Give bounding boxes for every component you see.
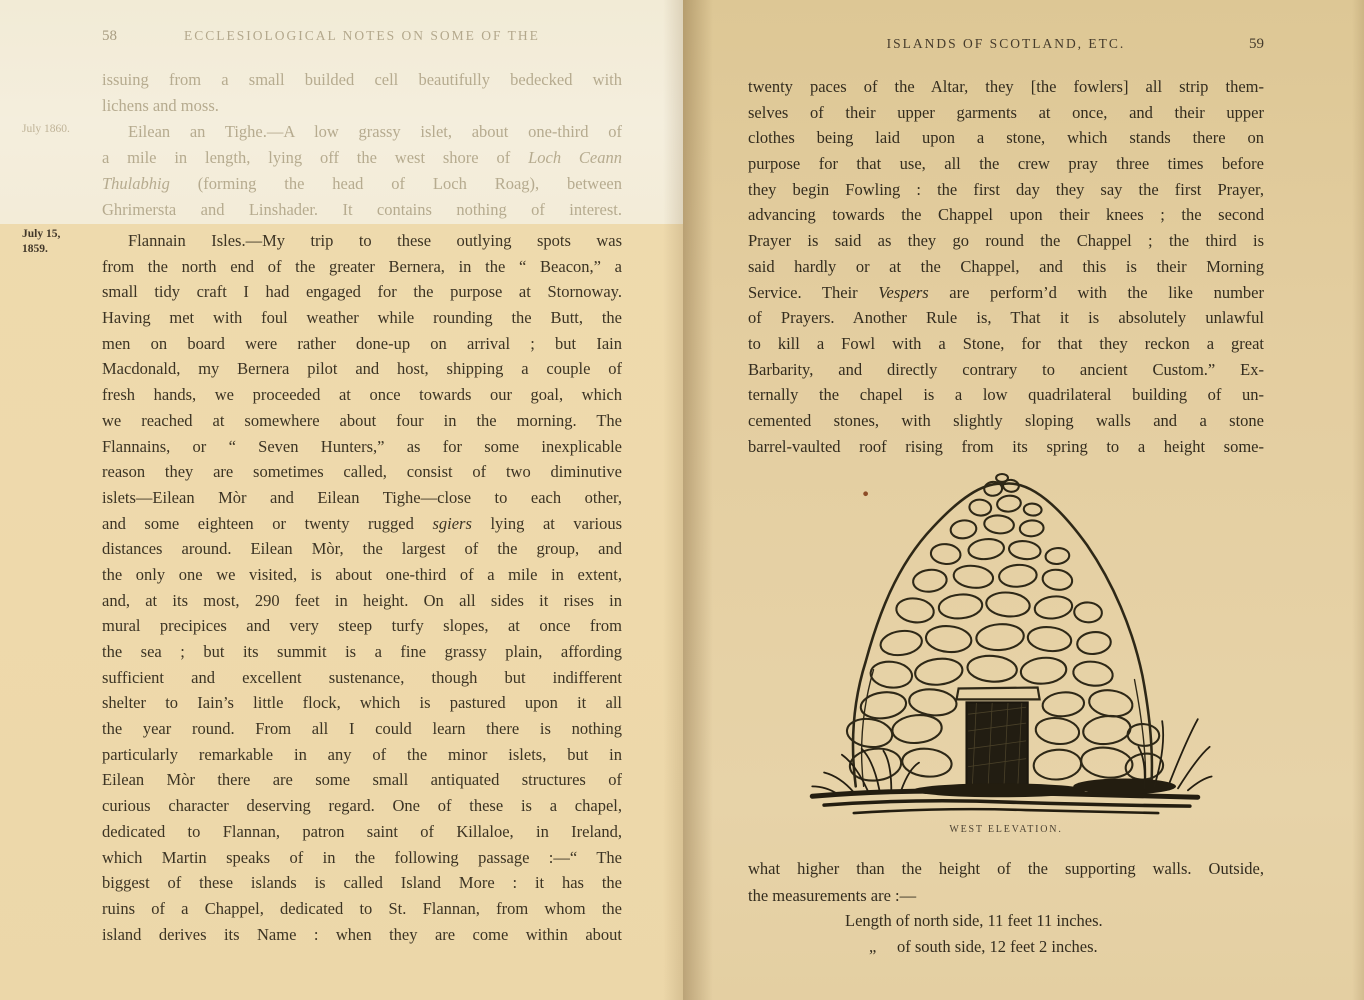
text-line: and, at its most, 290 feet in height. On all sides it rises in [102, 590, 622, 610]
page-right [683, 0, 1364, 1000]
text-line: island derives its Name : when they are come within about [102, 924, 622, 944]
text-line: Eilean Mòr there are some small antiquated structures of [102, 770, 622, 790]
text-line: Flannain Isles.—My trip to these outlying spots was [128, 231, 622, 250]
measurement-north-side: Length of north side, 11 feet 11 inches. [845, 911, 1103, 930]
text-line: barrel-vaulted roof rising from its spring to a height some- [748, 436, 1264, 456]
text-line: small tidy craft I had engaged for the purpose at Stornoway. [102, 282, 622, 302]
text-line: selves of their upper garments at once, and their upper [748, 102, 1264, 122]
figure-caption: WEST ELEVATION. [949, 824, 1063, 835]
text-line: fresh hands, we proceeded at once towards our goal, which [102, 385, 622, 405]
text-line: said hardly or at the Chappel, and this is their Morning [748, 256, 1264, 276]
right-gutter-shadow [683, 0, 713, 1000]
text-line: dedicated to Flannan, patron saint of Killaloe, in Ireland, [102, 821, 622, 841]
left-page-header [102, 28, 622, 44]
text-line: Flannains, or “ Seven Hunters,” as for some inexplicable [102, 436, 622, 456]
text-line: advancing towards the Chappel upon their knees ; the second [748, 205, 1264, 225]
left-gutter-shadow [663, 0, 683, 1000]
margin-note-line: July 15, [22, 228, 61, 240]
text-line: Barbarity, and directly contrary to ancient Custom.” Ex- [748, 359, 1264, 379]
text-line: which Martin speaks of in the following passage :—“ The [102, 847, 622, 867]
text-line: distances around. Eilean Mòr, the largest of the group, and [102, 539, 622, 559]
text-line: Ghrimersta and Linshader. It contains nothing of interest. [102, 200, 622, 219]
right-page-number: 59 [1249, 36, 1264, 52]
text-line: Thulabhig (forming the head of Loch Roag), between [102, 174, 622, 193]
right-edge-shadow [1352, 0, 1364, 1000]
left-page-number: 58 [102, 28, 117, 44]
text-line: from the north end of the greater Bernera, in the “ Beacon,” a [102, 256, 622, 276]
right-page-header [748, 36, 1264, 52]
text-line: clothes being laid upon a stone, which stands there on [748, 128, 1264, 148]
text-line: we reached at somewhere about four in the morning. The [102, 410, 622, 430]
text-line: Eilean an Tighe.—A low grassy islet, about one-third of [128, 122, 622, 141]
text-line: ternally the chapel is a low quadrilateral building of un- [748, 385, 1264, 405]
text-line: twenty paces of the Altar, they [the fowlers] all strip them- [748, 77, 1264, 96]
margin-note-line: 1859. [22, 243, 48, 255]
text-line: biggest of these islands is called Island More : it has the [102, 873, 622, 893]
margin-note-july-15-1859 [22, 227, 60, 257]
text-line: shelter to Iain’s little flock, which is pastured upon it all [102, 693, 622, 713]
left-running-title: ECCLESIOLOGICAL NOTES ON SOME OF THE [184, 28, 540, 43]
left-body-text [102, 228, 622, 947]
text-line: men on board were rather done-up on arrival ; but Iain [102, 333, 622, 353]
beehive-cell-drawing [792, 472, 1220, 818]
text-line: sufficient and excellent sustenance, though but indifferent [102, 667, 622, 687]
right-after-text [748, 856, 1264, 909]
text-line: the only one we visited, is about one-third of a mile in extent, [102, 564, 622, 584]
measurement-south-side: „ of south side, 12 feet 2 inches. [869, 937, 1098, 956]
right-running-title: ISLANDS OF SCOTLAND, ETC. [886, 36, 1126, 51]
text-line: curious character deserving regard. One of these is a chapel, [102, 796, 622, 816]
text-line: issuing from a small builded cell beautifully bedecked with [102, 70, 622, 89]
text-line: Macdonald, my Bernera pilot and host, shipping a couple of [102, 359, 622, 379]
text-line: lichens and moss. [102, 96, 219, 115]
text-line: Prayer is said as they go round the Chappel ; the third is [748, 231, 1264, 251]
text-line: cemented stones, with slightly sloping walls and a stone [748, 410, 1264, 430]
text-line: Having met with foul weather while rounding the Butt, the [102, 308, 622, 328]
text-line: of Prayers. Another Rule is, That it is absolutely unlawful [748, 308, 1264, 328]
text-line: islets—Eilean Mòr and Eilean Tighe—close to each other, [102, 487, 622, 507]
text-line: and some eighteen or twenty rugged sgiers lying at various [102, 513, 622, 533]
text-line: they begin Fowling : the first day they say the first Prayer, [748, 179, 1264, 199]
text-line: a mile in length, lying off the west shore of Loch Ceann [102, 148, 622, 167]
margin-note-july-1860: July 1860. [22, 123, 70, 135]
text-line: to kill a Fowl with a Stone, for that they reckon a great [748, 333, 1264, 353]
text-line: purpose for that use, all the crew pray three times before [748, 154, 1264, 174]
text-line: the year round. From all I could learn there is nothing [102, 719, 622, 739]
text-line: Service. Their Vespers are perform’d with the like number [748, 282, 1264, 302]
left-faded-text [102, 67, 622, 223]
text-line: mural precipices and very steep turfy slopes, at once from [102, 616, 622, 636]
text-line: the measurements are :— [748, 885, 917, 905]
text-line: what higher than the height of the supporting walls. Outside, [748, 859, 1264, 878]
right-body-text [748, 74, 1264, 459]
text-line: the sea ; but its summit is a fine grassy plain, affording [102, 642, 622, 661]
text-line: particularly remarkable in any of the minor islets, but in [102, 744, 622, 764]
text-line: reason they are sometimes called, consist of two diminutive [102, 462, 622, 482]
beehive-cell-illustration [748, 472, 1264, 835]
text-line: ruins of a Chappel, dedicated to St. Flannan, from whom the [102, 898, 622, 918]
